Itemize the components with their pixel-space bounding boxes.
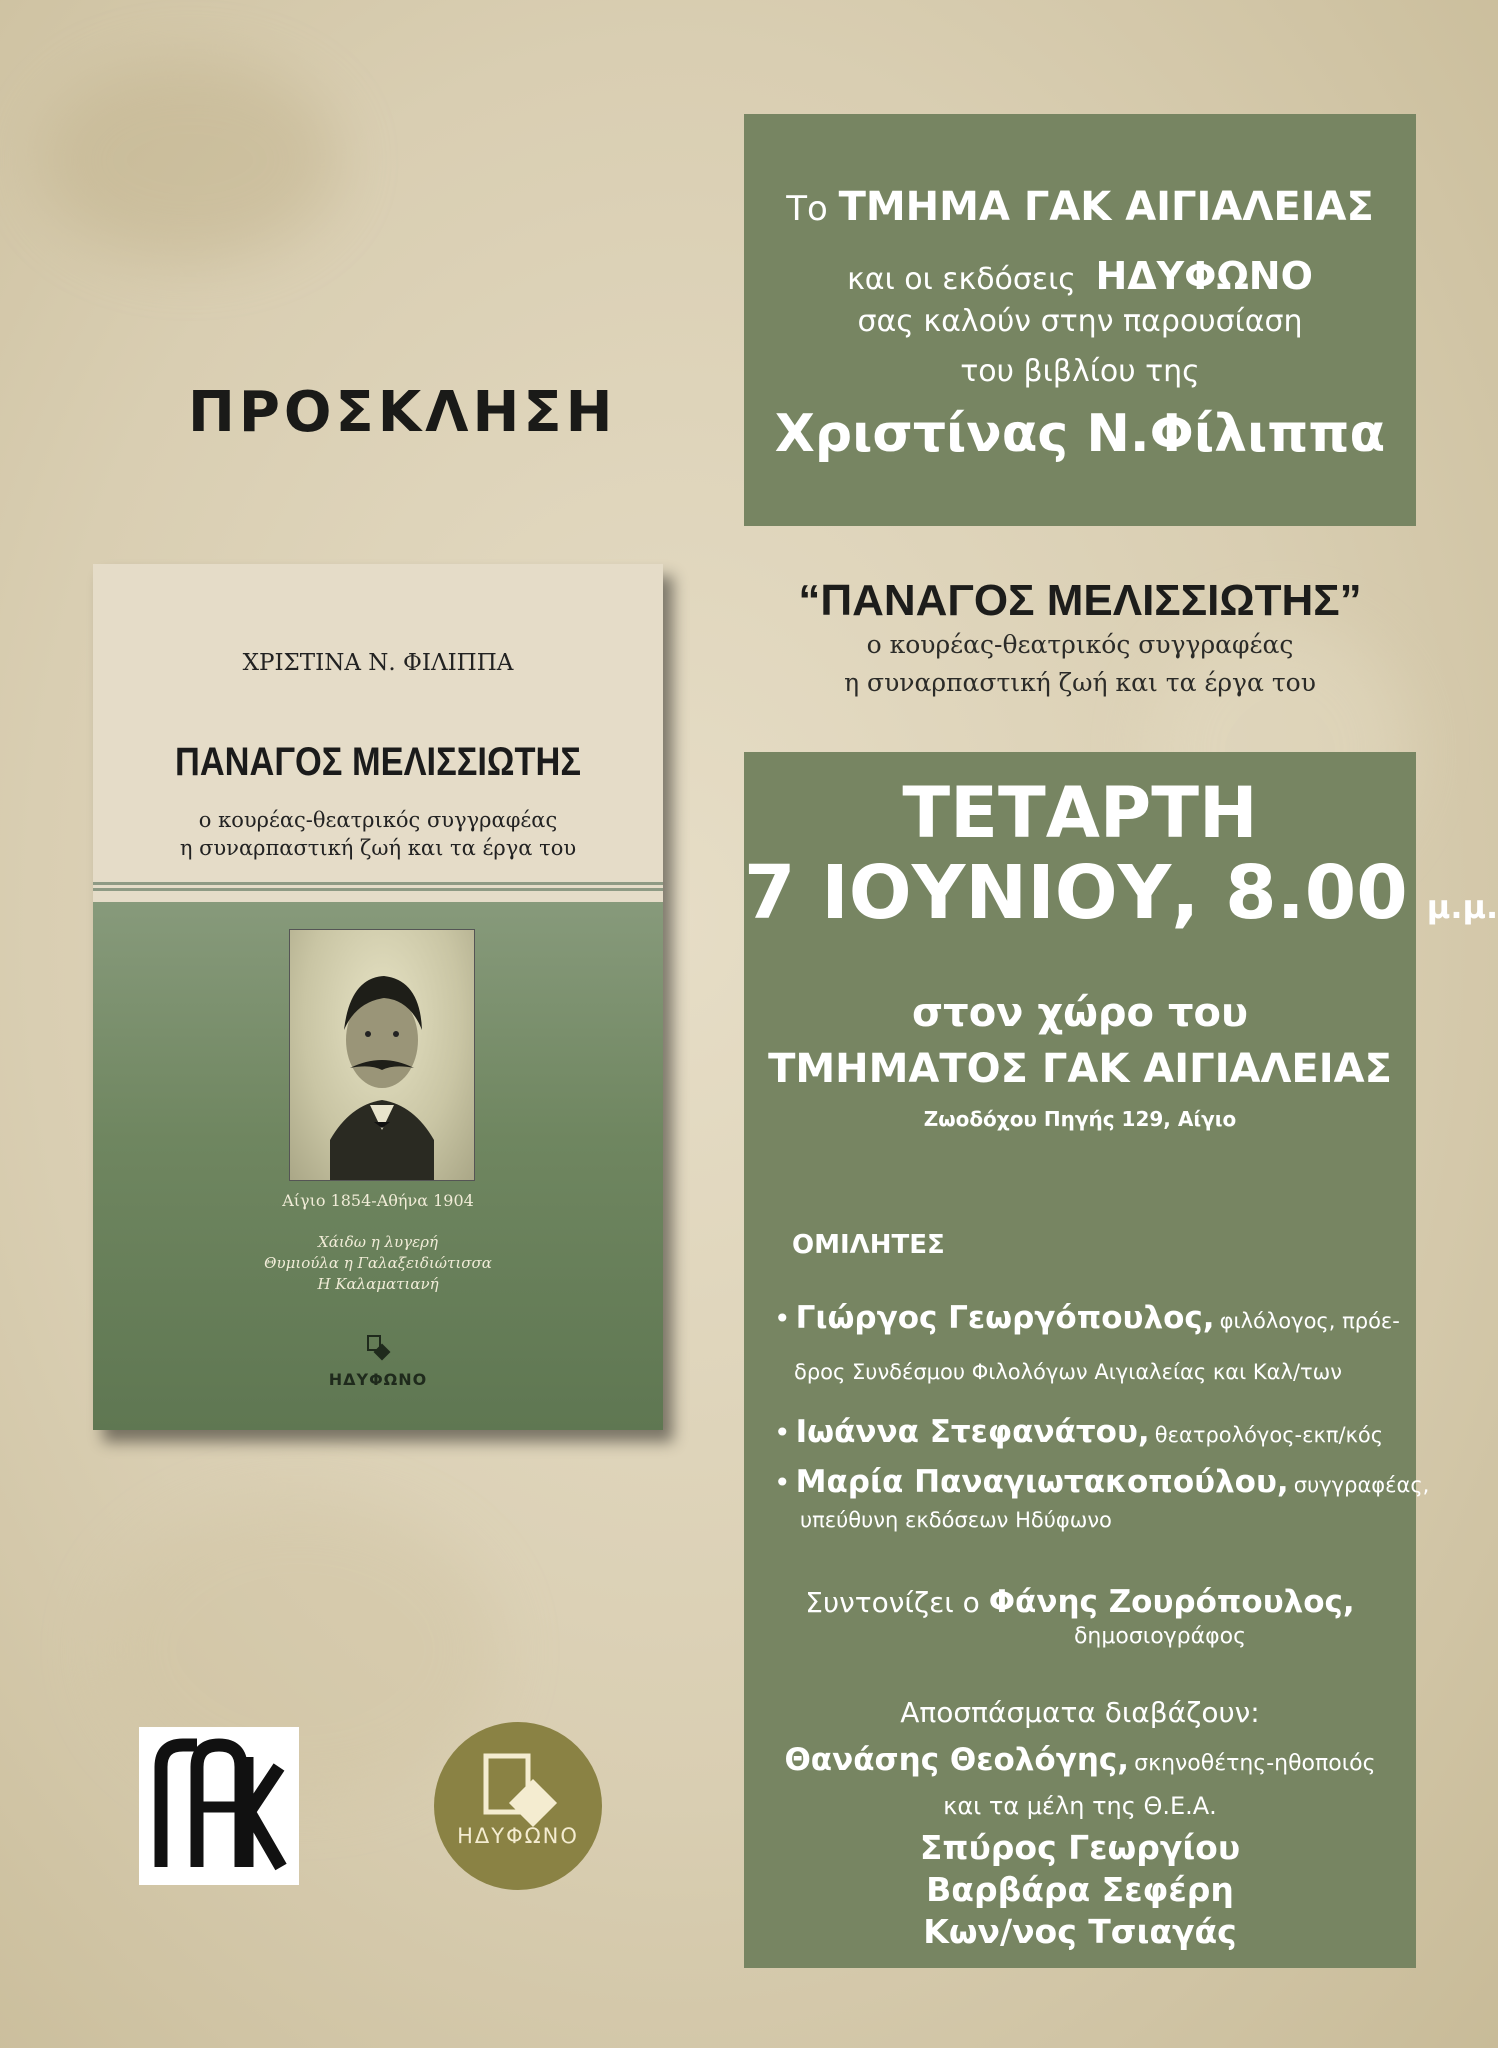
book-heading-sub-2: η συναρπαστική ζωή και τα έργα του: [844, 668, 1316, 697]
reader-3: Βαρβάρα Σεφέρη: [926, 1870, 1234, 1909]
book-author: ΧΡΙΣΤΙΝΑ Ν. ΦΙΛΙΠΠΑ: [242, 650, 514, 676]
invitation-line-3: σας καλούν στην παρουσίαση: [857, 304, 1303, 339]
book-cover-divider: [93, 882, 663, 902]
speaker-2: [774, 1414, 1383, 1450]
invitation-line-1: [744, 184, 1416, 230]
book-dates: Αίγιο 1854-Αθήνα 1904: [282, 1191, 474, 1210]
hdyfono-logo: [434, 1722, 602, 1890]
coordinator-role: δημοσιογράφος: [1073, 1624, 1247, 1649]
speaker-3-role: συγγραφέας,: [1293, 1473, 1430, 1497]
book-title: ΠΑΝΑΓΟΣ ΜΕΛΙΣΣΙΩΤΗΣ: [174, 740, 582, 784]
publisher-name: ΗΔΥΦΩΝΟ: [1095, 254, 1313, 298]
reader-1: [744, 1742, 1416, 1778]
book-work-2: Θυμιούλα η Γαλαξειδιώτισσα: [264, 1254, 492, 1272]
speaker-3-role-cont: υπεύθυνη εκδόσεων Ηδύφωνο: [800, 1508, 1112, 1532]
book-cover: [93, 564, 663, 1430]
publisher-mark-icon: [364, 1334, 392, 1362]
author-portrait-image: [289, 929, 475, 1181]
readings-heading: Αποσπάσματα διαβάζουν:: [900, 1696, 1260, 1729]
invitation-line-4: του βιβλίου της: [960, 354, 1200, 389]
event-day: ΤΕΤΑΡΤΗ: [902, 772, 1258, 854]
bullet-icon: •: [774, 1416, 791, 1449]
reader-1-role: σκηνοθέτης-ηθοποιός: [1134, 1751, 1376, 1776]
reader-2: Σπύρος Γεωργίου: [919, 1828, 1241, 1867]
invitation-panel: [744, 114, 1416, 526]
event-venue-1: στον χώρο του: [912, 990, 1248, 1036]
speaker-1-role: φιλόλογος, πρόε-: [1219, 1309, 1400, 1333]
gak-logo: [139, 1727, 299, 1885]
speaker-1: [774, 1300, 1400, 1336]
event-address: Ζωοδόχου Πηγής 129, Αίγιο: [923, 1107, 1237, 1131]
book-subtitle-2: η συναρπαστική ζωή και τα έργα του: [179, 836, 577, 860]
book-heading-sub-1: ο κουρέας-θεατρικός συγγραφέας: [866, 630, 1294, 659]
speaker-3: [774, 1464, 1429, 1500]
speakers-heading: ΟΜΙΛΗΤΕΣ: [792, 1230, 945, 1260]
bullet-icon: •: [774, 1466, 791, 1499]
invitation-line-2-prefix: και οι εκδόσεις: [847, 262, 1076, 297]
author-name: Χριστίνας Ν.Φίλιππα: [774, 404, 1386, 464]
reader-1-name: Θανάσης Θεολόγης,: [784, 1742, 1130, 1778]
invitation-title: ΠΡΟΣΚΛΗΣΗ: [188, 380, 617, 445]
book-cover-top: [93, 564, 663, 882]
invitation-line-2: [744, 254, 1416, 298]
speaker-1-name: Γιώργος Γεωργόπουλος,: [795, 1300, 1215, 1336]
readings-members: και τα μέλη της Θ.Ε.Α.: [943, 1792, 1217, 1820]
reader-4: Κων/νος Τσιαγάς: [923, 1912, 1237, 1951]
speaker-2-role: θεατρολόγος-εκπ/κός: [1154, 1423, 1384, 1447]
bullet-icon: •: [774, 1302, 791, 1335]
book-subtitle-1: ο κουρέας-θεατρικός συγγραφέας: [198, 808, 558, 832]
speaker-3-name: Μαρία Παναγιωτακοπούλου,: [795, 1464, 1289, 1500]
book-heading-title: “ΠΑΝΑΓΟΣ ΜΕΛΙΣΣΙΩΤΗΣ”: [798, 576, 1362, 625]
book-work-3: Η Καλαματιανή: [317, 1275, 439, 1293]
gak-department-name: ΤΜΗΜΑ ΓΑΚ ΑΙΓΙΑΛΕΙΑΣ: [838, 184, 1374, 230]
event-pm: μ.μ.: [1426, 888, 1498, 926]
coordinator-name: Φάνης Ζουρόπουλος,: [988, 1584, 1355, 1620]
book-work-1: Χάιδω η λυγερή: [318, 1233, 438, 1251]
event-venue-2: ΤΜΗΜΑΤΟΣ ΓΑΚ ΑΙΓΙΑΛΕΙΑΣ: [768, 1046, 1392, 1092]
coordinator-line: [744, 1584, 1416, 1620]
hdyfono-logo-label: ΗΔΥΦΩΝΟ: [457, 1824, 579, 1848]
speaker-1-role-cont: δρος Συνδέσμου Φιλολόγων Αιγιαλείας και Καλ/των: [794, 1360, 1342, 1384]
event-date: 7 ΙΟΥΝΙΟΥ, 8.00: [744, 850, 1408, 936]
book-publisher: ΗΔΥΦΩΝΟ: [328, 1370, 428, 1389]
coordinator-prefix: Συντονίζει ο: [805, 1586, 980, 1619]
speaker-2-name: Ιωάννα Στεφανάτου,: [795, 1414, 1150, 1450]
event-date-time: [744, 850, 1498, 936]
event-details-panel: [744, 752, 1498, 1968]
invitation-line-1-prefix: Το: [786, 189, 828, 229]
